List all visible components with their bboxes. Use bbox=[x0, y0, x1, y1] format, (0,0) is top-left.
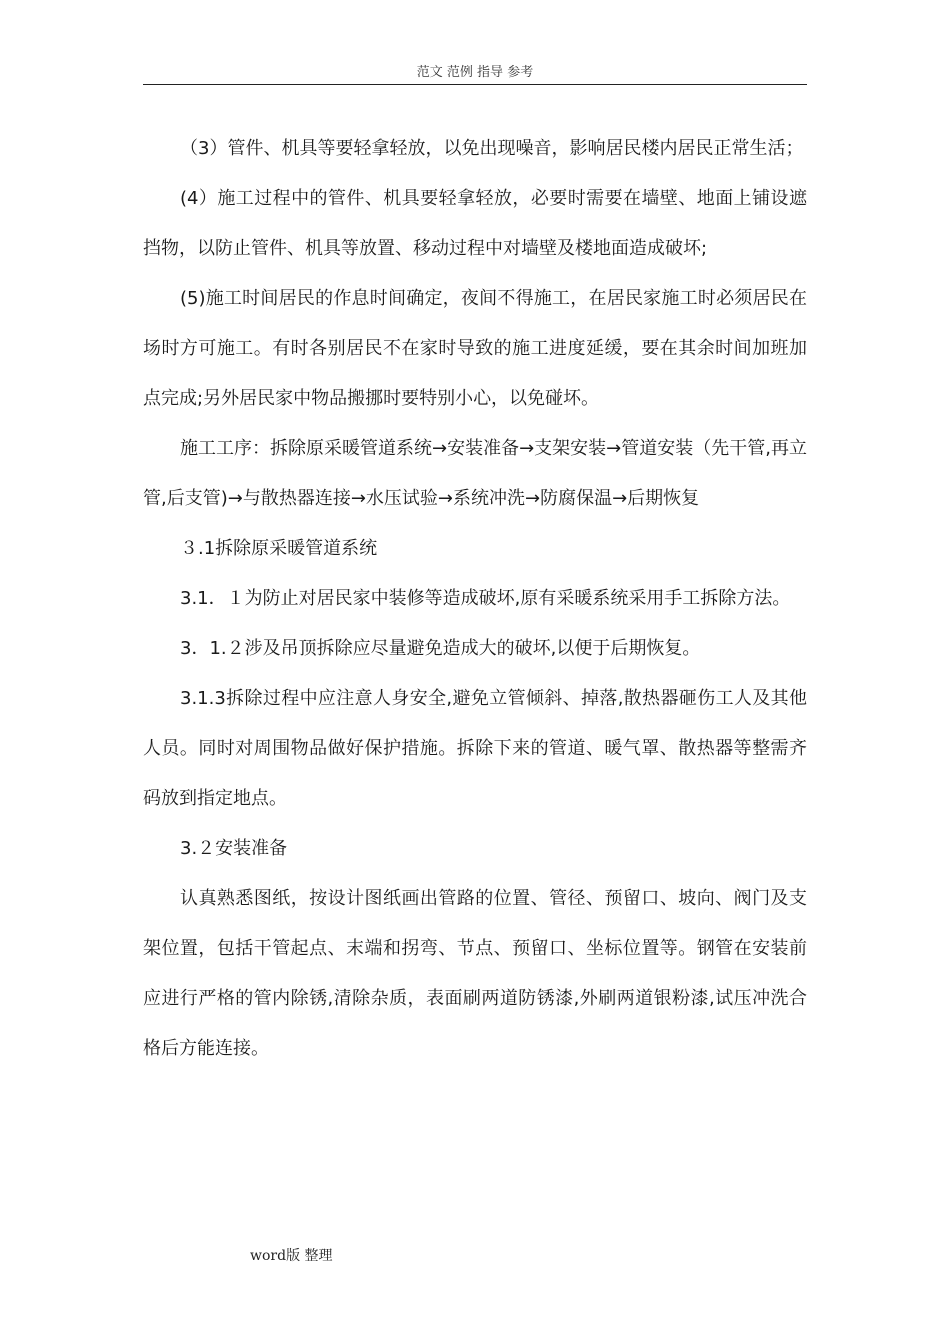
section-heading-3-1: ３.1拆除原采暖管道系统 bbox=[180, 538, 378, 559]
paragraph-process-sequence: 施工工序：拆除原采暖管道系统→安装准备→支架安装→管道安装（先干管,再立管,后支管)→与散热器连接→水压试验→系统冲洗→防腐保温→后期恢复 bbox=[143, 438, 807, 509]
document-body bbox=[143, 124, 807, 1074]
page-header: 范文 范例 指导 参考 bbox=[143, 64, 807, 85]
paragraph-3-1-1: 3.1．１为防止对居民家中装修等造成破坏,原有采暖系统采用手工拆除方法。 bbox=[180, 588, 791, 609]
paragraph-installation-prep: 认真熟悉图纸，按设计图纸画出管路的位置、管径、预留口、坡向、阀门及支架位置，包括干管起点、末端和拐弯、节点、预留口、坐标位置等。钢管在安装前应进行严格的管内除锈,清除杂质，表面刷两道防锈漆,外刷两道银粉漆,试压冲洗合格后方能连接。 bbox=[143, 888, 807, 1059]
page-footer: word版 整理 bbox=[250, 1248, 333, 1264]
paragraph-noise-control: （3）管件、机具等要轻拿轻放，以免出现噪音，影响居民楼内居民正常生活； bbox=[180, 138, 804, 159]
paragraph-work-hours: (5)施工时间居民的作息时间确定，夜间不得施工，在居民家施工时必须居民在场时方可施工。有时各别居民不在家时导致的施工进度延缓，要在其余时间加班加点完成;另外居民家中物品搬挪时要特别小心，以免碰坏。 bbox=[143, 288, 807, 409]
paragraph-wall-protection: (4）施工过程中的管件、机具要轻拿轻放，必要时需要在墙壁、地面上铺设遮挡物，以防止管件、机具等放置、移动过程中对墙壁及楼地面造成破坏; bbox=[143, 188, 807, 259]
paragraph-3-1-2: 3．1.２涉及吊顶拆除应尽量避免造成大的破坏,以便于后期恢复。 bbox=[180, 638, 701, 659]
section-heading-3-2: 3.２安装准备 bbox=[180, 838, 288, 859]
paragraph-3-1-3: 3.1.3拆除过程中应注意人身安全,避免立管倾斜、掉落,散热器砸伤工人及其他人员。同时对周围物品做好保护措施。拆除下来的管道、暖气罩、散热器等整需齐码放到指定地点。 bbox=[143, 688, 807, 809]
